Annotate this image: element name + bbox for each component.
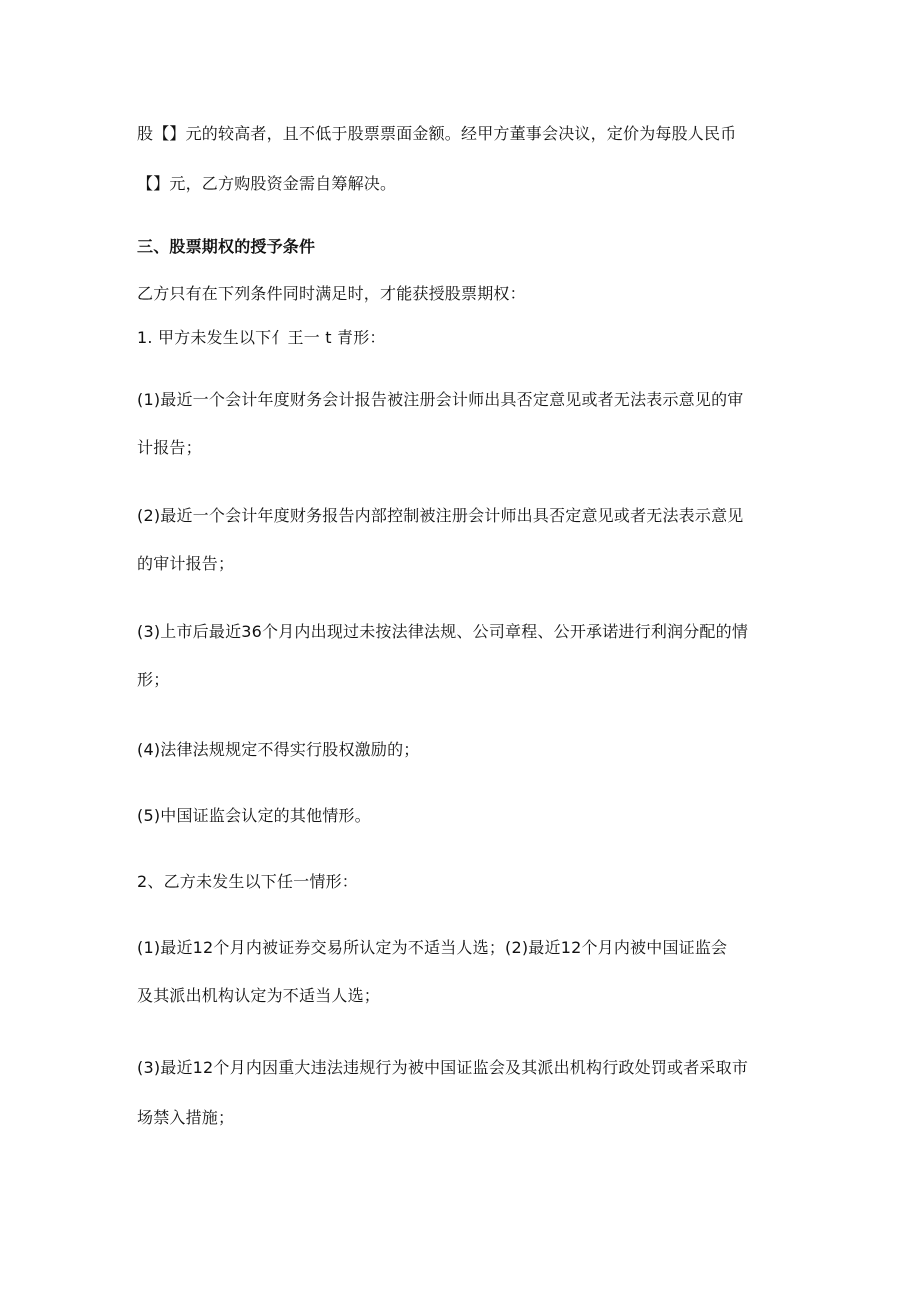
condition-1-item-2-line-2: 的审计报告； [137, 554, 235, 573]
section-heading-3: 三、股票期权的授予条件 [137, 237, 316, 256]
paragraph-line-2: 【】元，乙方购股资金需自筹解决。 [137, 174, 397, 193]
condition-1-item-1-line-2: 计报告； [137, 438, 202, 457]
condition-1-item-2-line-1: (2)最近一个会计年度财务报告内部控制被注册会计师出具否定意见或者无法表示意见 [137, 506, 744, 525]
condition-1-item-4: (4)法律法规规定不得实行股权激励的； [137, 740, 420, 759]
condition-1-item-3-line-1: (3)上市后最近36个月内出现过未按法律法规、公司章程、公开承诺进行利润分配的情 [137, 622, 749, 641]
condition-1-item-5: (5)中国证监会认定的其他情形。 [137, 806, 371, 825]
condition-1-item-3-line-2: 形； [137, 670, 170, 689]
paragraph-line-1: 股【】元的较高者，且不低于股票票面金额。经甲方董事会决议，定价为每股人民币 [137, 124, 737, 143]
condition-2-item-3-line-2: 场禁入措施； [137, 1108, 235, 1127]
intro-line: 乙方只有在下列条件同时满足时，才能获授股票期权： [137, 284, 526, 303]
condition-2-item-3-line-1: (3)最近12个月内因重大违法违规行为被中国证监会及其派出机构行政处罚或者采取市 [137, 1058, 749, 1077]
condition-2-item-1-line-2: 及其派出机构认定为不适当人选； [137, 986, 381, 1005]
condition-1-heading: 1. 甲方未发生以下亻王一 t 青形： [137, 328, 386, 347]
condition-2-heading: 2、乙方未发生以下任一情形： [137, 872, 358, 891]
condition-1-item-1-line-1: (1)最近一个会计年度财务会计报告被注册会计师出具否定意见或者无法表示意见的审 [137, 390, 744, 409]
condition-2-item-1-line-1: (1)最近12个月内被证券交易所认定为不适当人选；(2)最近12个月内被中国证监会 [137, 938, 728, 957]
